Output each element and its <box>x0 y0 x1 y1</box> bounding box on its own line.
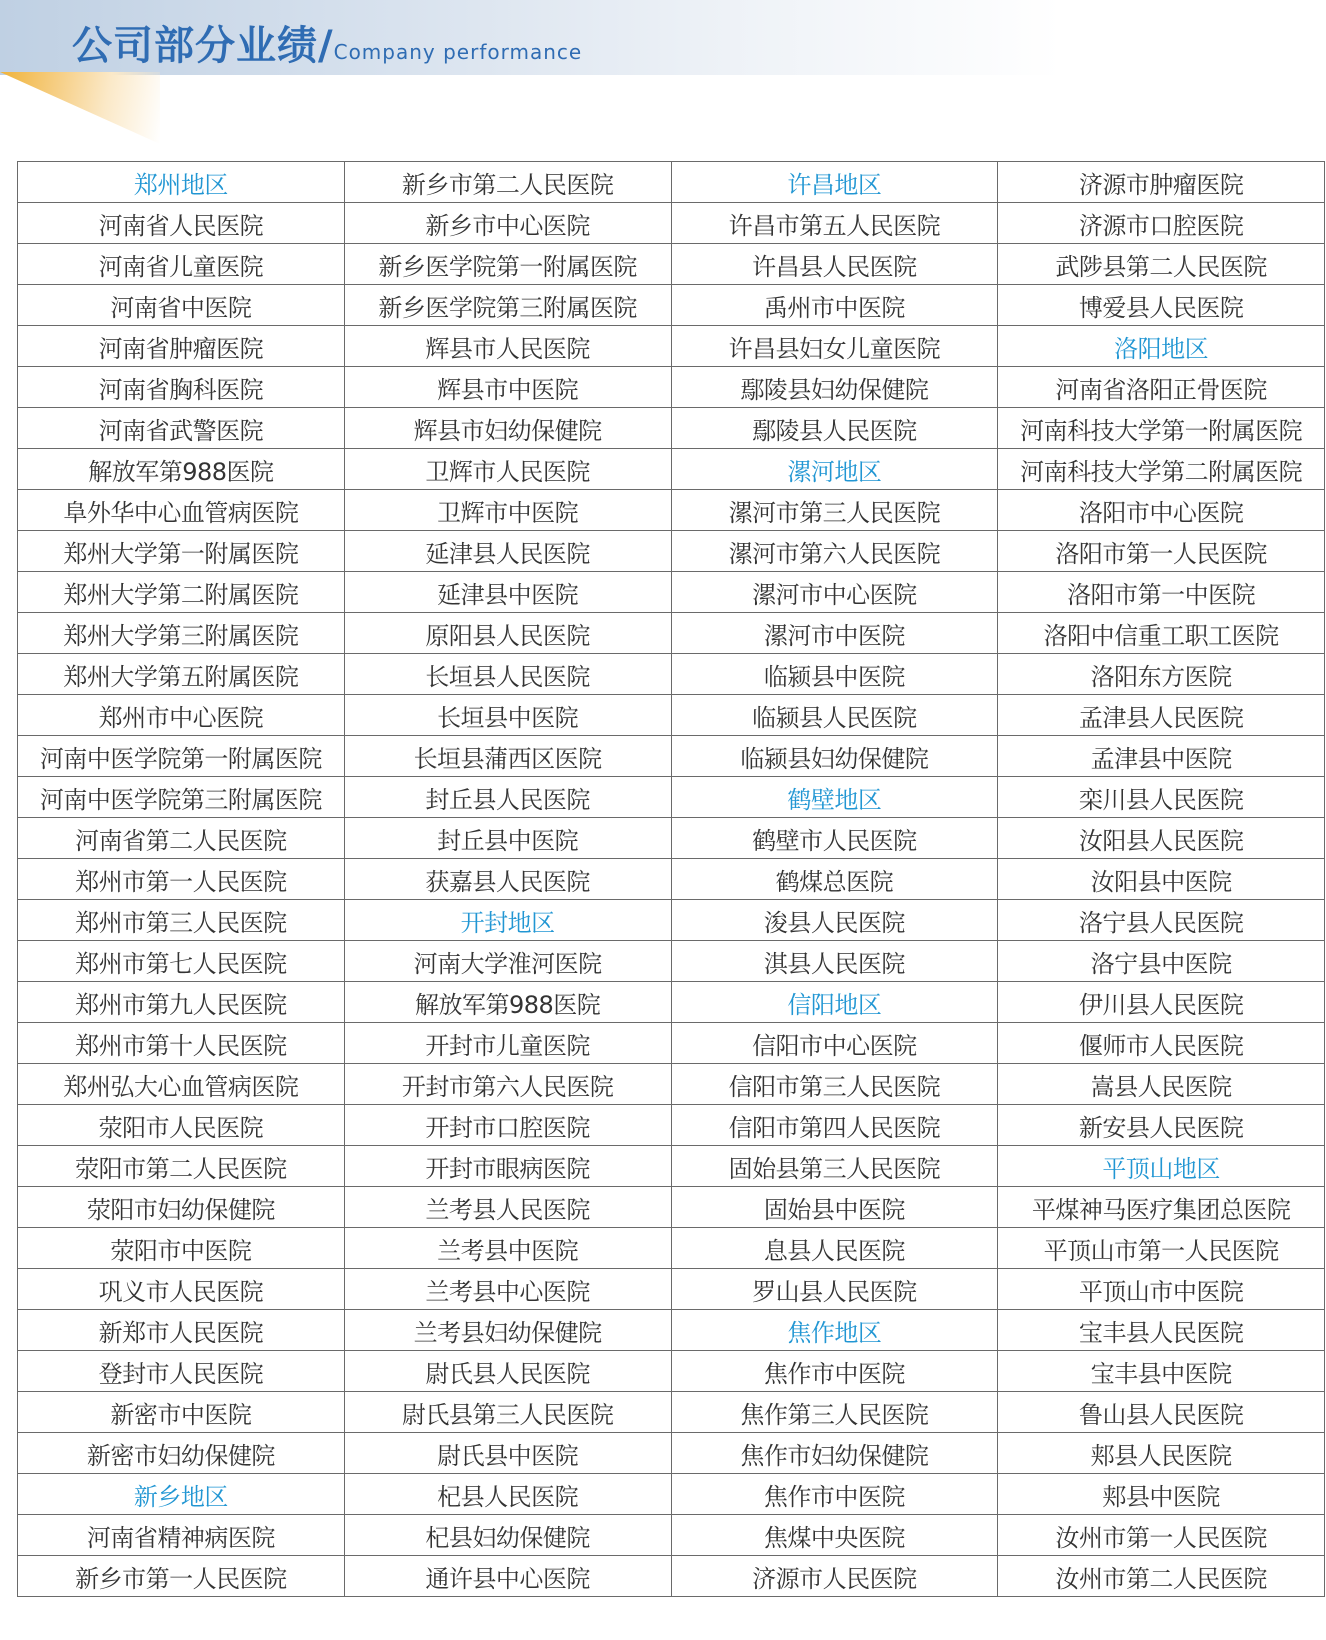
region-heading: 开封地区 <box>344 900 671 941</box>
hospital-cell: 许昌县妇女儿童医院 <box>671 326 998 367</box>
hospital-cell: 许昌县人民医院 <box>671 244 998 285</box>
hospital-cell: 开封市口腔医院 <box>344 1105 671 1146</box>
table-row <box>18 1228 1325 1269</box>
hospital-cell: 封丘县人民医院 <box>344 777 671 818</box>
hospital-cell: 济源市人民医院 <box>671 1556 998 1597</box>
table-row <box>18 1269 1325 1310</box>
hospital-cell: 郑州市第三人民医院 <box>18 900 345 941</box>
hospital-cell: 息县人民医院 <box>671 1228 998 1269</box>
table-row <box>18 818 1325 859</box>
hospital-cell: 解放军第988医院 <box>344 982 671 1023</box>
region-heading: 漯河地区 <box>671 449 998 490</box>
hospital-cell: 洛宁县中医院 <box>998 941 1325 982</box>
hospital-cell: 伊川县人民医院 <box>998 982 1325 1023</box>
hospital-cell: 杞县人民医院 <box>344 1474 671 1515</box>
hospital-cell: 河南省胸科医院 <box>18 367 345 408</box>
hospital-cell: 长垣县中医院 <box>344 695 671 736</box>
region-heading: 平顶山地区 <box>998 1146 1325 1187</box>
hospital-cell: 郑州市第七人民医院 <box>18 941 345 982</box>
table-row <box>18 1187 1325 1228</box>
hospital-cell: 平煤神马医疗集团总医院 <box>998 1187 1325 1228</box>
hospital-cell: 河南科技大学第二附属医院 <box>998 449 1325 490</box>
hospital-cell: 郑州市第一人民医院 <box>18 859 345 900</box>
page-title <box>72 14 582 71</box>
hospital-cell: 新乡市中心医院 <box>344 203 671 244</box>
hospital-cell: 荥阳市中医院 <box>18 1228 345 1269</box>
hospital-cell: 辉县市妇幼保健院 <box>344 408 671 449</box>
hospital-cell: 信阳市第四人民医院 <box>671 1105 998 1146</box>
hospital-cell: 临颍县人民医院 <box>671 695 998 736</box>
hospital-cell: 河南中医学院第一附属医院 <box>18 736 345 777</box>
table-row <box>18 777 1325 818</box>
title-english: Company performance <box>333 40 583 64</box>
hospital-cell: 信阳市第三人民医院 <box>671 1064 998 1105</box>
hospital-cell: 巩义市人民医院 <box>18 1269 345 1310</box>
hospital-cell: 嵩县人民医院 <box>998 1064 1325 1105</box>
hospital-cell: 漯河市中心医院 <box>671 572 998 613</box>
hospital-cell: 开封市第六人民医院 <box>344 1064 671 1105</box>
hospital-cell: 河南省精神病医院 <box>18 1515 345 1556</box>
hospital-cell: 长垣县蒲西区医院 <box>344 736 671 777</box>
hospital-cell: 临颍县妇幼保健院 <box>671 736 998 777</box>
hospital-cell: 郑州大学第五附属医院 <box>18 654 345 695</box>
hospital-cell: 郏县中医院 <box>998 1474 1325 1515</box>
table-row <box>18 1556 1325 1597</box>
hospital-cell: 鹤煤总医院 <box>671 859 998 900</box>
hospital-cell: 尉氏县中医院 <box>344 1433 671 1474</box>
hospital-cell: 洛宁县人民医院 <box>998 900 1325 941</box>
table-row <box>18 1310 1325 1351</box>
region-heading: 新乡地区 <box>18 1474 345 1515</box>
hospital-cell: 郑州市第十人民医院 <box>18 1023 345 1064</box>
hospital-cell: 新密市妇幼保健院 <box>18 1433 345 1474</box>
hospital-cell: 汝阳县人民医院 <box>998 818 1325 859</box>
region-heading: 焦作地区 <box>671 1310 998 1351</box>
hospital-cell: 固始县中医院 <box>671 1187 998 1228</box>
hospital-cell: 宝丰县中医院 <box>998 1351 1325 1392</box>
table-row <box>18 1351 1325 1392</box>
hospital-cell: 鹤壁市人民医院 <box>671 818 998 859</box>
hospital-cell: 孟津县中医院 <box>998 736 1325 777</box>
table-row <box>18 408 1325 449</box>
hospital-cell: 孟津县人民医院 <box>998 695 1325 736</box>
table-row <box>18 982 1325 1023</box>
hospital-cell: 荥阳市妇幼保健院 <box>18 1187 345 1228</box>
hospital-cell: 兰考县人民医院 <box>344 1187 671 1228</box>
hospital-cell: 偃师市人民医院 <box>998 1023 1325 1064</box>
hospital-cell: 兰考县中医院 <box>344 1228 671 1269</box>
table-row <box>18 1474 1325 1515</box>
hospital-cell: 信阳市中心医院 <box>671 1023 998 1064</box>
hospital-cell: 平顶山市中医院 <box>998 1269 1325 1310</box>
hospital-cell: 开封市眼病医院 <box>344 1146 671 1187</box>
hospital-cell: 河南省儿童医院 <box>18 244 345 285</box>
hospital-cell: 辉县市中医院 <box>344 367 671 408</box>
hospital-cell: 许昌市第五人民医院 <box>671 203 998 244</box>
hospital-cell: 解放军第988医院 <box>18 449 345 490</box>
hospital-cell: 禹州市中医院 <box>671 285 998 326</box>
hospital-cell: 河南省第二人民医院 <box>18 818 345 859</box>
region-heading: 信阳地区 <box>671 982 998 1023</box>
hospital-cell: 长垣县人民医院 <box>344 654 671 695</box>
hospital-cell: 新乡医学院第三附属医院 <box>344 285 671 326</box>
region-heading: 鹤壁地区 <box>671 777 998 818</box>
hospital-cell: 河南科技大学第一附属医院 <box>998 408 1325 449</box>
hospital-cell: 洛阳市第一中医院 <box>998 572 1325 613</box>
hospital-cell: 荥阳市人民医院 <box>18 1105 345 1146</box>
hospital-cell: 新乡医学院第一附属医院 <box>344 244 671 285</box>
header-accent-wedge <box>0 72 160 144</box>
hospital-cell: 新密市中医院 <box>18 1392 345 1433</box>
hospital-cell: 尉氏县第三人民医院 <box>344 1392 671 1433</box>
hospital-cell: 焦煤中央医院 <box>671 1515 998 1556</box>
hospital-cell: 洛阳中信重工职工医院 <box>998 613 1325 654</box>
hospital-cell: 鲁山县人民医院 <box>998 1392 1325 1433</box>
hospital-cell: 新乡市第一人民医院 <box>18 1556 345 1597</box>
hospital-cell: 焦作市中医院 <box>671 1474 998 1515</box>
table-row <box>18 859 1325 900</box>
table-row <box>18 1433 1325 1474</box>
hospital-cell: 获嘉县人民医院 <box>344 859 671 900</box>
hospital-cell: 漯河市第三人民医院 <box>671 490 998 531</box>
hospital-cell: 河南中医学院第三附属医院 <box>18 777 345 818</box>
hospital-cell: 卫辉市人民医院 <box>344 449 671 490</box>
hospital-cell: 郑州大学第一附属医院 <box>18 531 345 572</box>
table-row <box>18 1105 1325 1146</box>
hospital-cell: 罗山县人民医院 <box>671 1269 998 1310</box>
table-row <box>18 162 1325 203</box>
hospital-cell: 鄢陵县妇幼保健院 <box>671 367 998 408</box>
table-row <box>18 654 1325 695</box>
hospital-cell: 漯河市第六人民医院 <box>671 531 998 572</box>
hospital-cell: 临颍县中医院 <box>671 654 998 695</box>
table-row <box>18 1515 1325 1556</box>
hospital-cell: 阜外华中心血管病医院 <box>18 490 345 531</box>
hospital-cell: 淇县人民医院 <box>671 941 998 982</box>
hospital-cell: 兰考县妇幼保健院 <box>344 1310 671 1351</box>
hospital-cell: 河南省武警医院 <box>18 408 345 449</box>
hospital-cell: 宝丰县人民医院 <box>998 1310 1325 1351</box>
hospital-cell: 漯河市中医院 <box>671 613 998 654</box>
hospital-cell: 济源市口腔医院 <box>998 203 1325 244</box>
table-row <box>18 490 1325 531</box>
hospital-cell: 原阳县人民医院 <box>344 613 671 654</box>
table-row <box>18 613 1325 654</box>
table-row <box>18 244 1325 285</box>
hospital-cell: 封丘县中医院 <box>344 818 671 859</box>
table-row <box>18 531 1325 572</box>
hospital-cell: 延津县人民医院 <box>344 531 671 572</box>
region-heading: 许昌地区 <box>671 162 998 203</box>
hospital-cell: 平顶山市第一人民医院 <box>998 1228 1325 1269</box>
hospital-cell: 洛阳市第一人民医院 <box>998 531 1325 572</box>
hospital-cell: 博爱县人民医院 <box>998 285 1325 326</box>
hospital-cell: 河南省洛阳正骨医院 <box>998 367 1325 408</box>
hospital-cell: 杞县妇幼保健院 <box>344 1515 671 1556</box>
table-row <box>18 941 1325 982</box>
hospital-cell: 郏县人民医院 <box>998 1433 1325 1474</box>
region-heading: 郑州地区 <box>18 162 345 203</box>
table-row <box>18 572 1325 613</box>
table-row <box>18 203 1325 244</box>
hospital-cell: 焦作第三人民医院 <box>671 1392 998 1433</box>
hospital-cell: 洛阳东方医院 <box>998 654 1325 695</box>
hospital-cell: 新乡市第二人民医院 <box>344 162 671 203</box>
table-row <box>18 449 1325 490</box>
table-row <box>18 900 1325 941</box>
region-heading: 洛阳地区 <box>998 326 1325 367</box>
hospital-cell: 鄢陵县人民医院 <box>671 408 998 449</box>
table-row <box>18 1064 1325 1105</box>
hospital-cell: 焦作市妇幼保健院 <box>671 1433 998 1474</box>
hospital-cell: 荥阳市第二人民医院 <box>18 1146 345 1187</box>
table-row <box>18 695 1325 736</box>
table-row <box>18 285 1325 326</box>
hospital-cell: 武陟县第二人民医院 <box>998 244 1325 285</box>
hospital-cell: 卫辉市中医院 <box>344 490 671 531</box>
table-row <box>18 736 1325 777</box>
hospital-cell: 郑州市中心医院 <box>18 695 345 736</box>
table-row <box>18 1392 1325 1433</box>
hospital-cell: 浚县人民医院 <box>671 900 998 941</box>
hospital-cell: 郑州大学第二附属医院 <box>18 572 345 613</box>
hospital-cell: 济源市肿瘤医院 <box>998 162 1325 203</box>
hospital-cell: 固始县第三人民医院 <box>671 1146 998 1187</box>
hospital-cell: 新郑市人民医院 <box>18 1310 345 1351</box>
table-body <box>18 162 1325 1597</box>
hospital-cell: 洛阳市中心医院 <box>998 490 1325 531</box>
hospital-cell: 开封市儿童医院 <box>344 1023 671 1064</box>
hospital-cell: 汝州市第一人民医院 <box>998 1515 1325 1556</box>
hospital-performance-table <box>17 161 1325 1597</box>
hospital-cell: 延津县中医院 <box>344 572 671 613</box>
hospital-cell: 通许县中心医院 <box>344 1556 671 1597</box>
hospital-cell: 郑州市第九人民医院 <box>18 982 345 1023</box>
hospital-cell: 河南省人民医院 <box>18 203 345 244</box>
hospital-cell: 郑州大学第三附属医院 <box>18 613 345 654</box>
hospital-cell: 焦作市中医院 <box>671 1351 998 1392</box>
hospital-cell: 兰考县中心医院 <box>344 1269 671 1310</box>
hospital-cell: 尉氏县人民医院 <box>344 1351 671 1392</box>
table-row <box>18 1146 1325 1187</box>
hospital-cell: 登封市人民医院 <box>18 1351 345 1392</box>
hospital-cell: 河南省中医院 <box>18 285 345 326</box>
hospital-cell: 辉县市人民医院 <box>344 326 671 367</box>
hospital-cell: 汝州市第二人民医院 <box>998 1556 1325 1597</box>
hospital-cell: 栾川县人民医院 <box>998 777 1325 818</box>
hospital-cell: 汝阳县中医院 <box>998 859 1325 900</box>
table-row <box>18 367 1325 408</box>
hospital-cell: 郑州弘大心血管病医院 <box>18 1064 345 1105</box>
table-row <box>18 326 1325 367</box>
table-row <box>18 1023 1325 1064</box>
title-chinese: 公司部分业绩/ <box>72 23 334 69</box>
hospital-cell: 新安县人民医院 <box>998 1105 1325 1146</box>
hospital-cell: 河南省肿瘤医院 <box>18 326 345 367</box>
hospital-cell: 河南大学淮河医院 <box>344 941 671 982</box>
